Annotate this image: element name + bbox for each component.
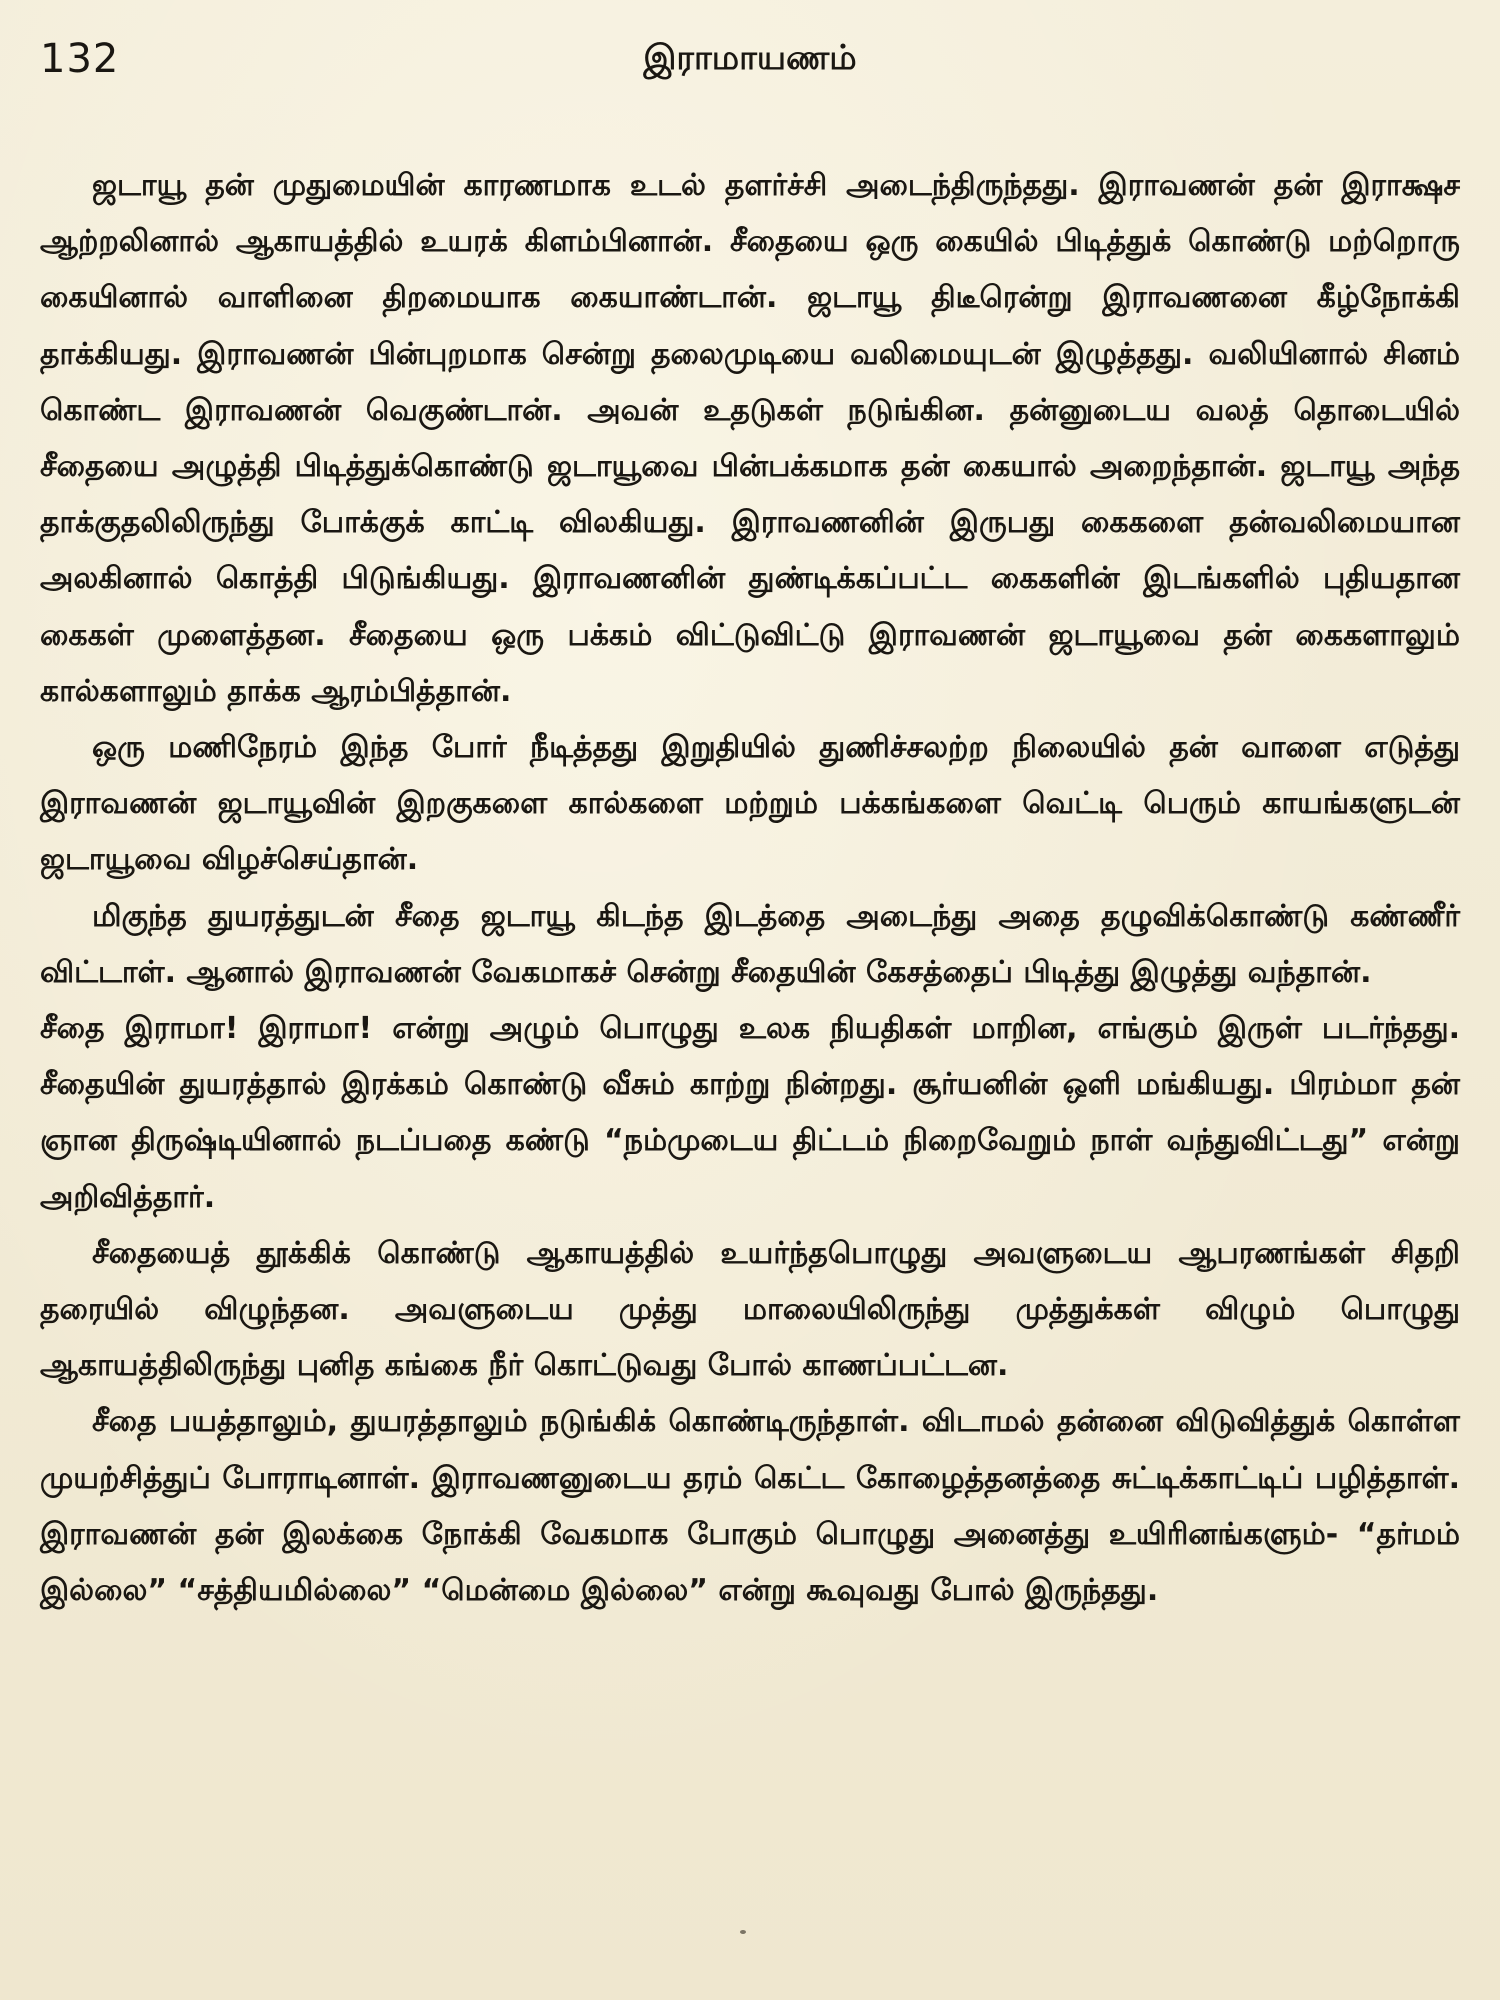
paper-speck	[740, 1930, 746, 1934]
paragraph-2: ஒரு மணிநேரம் இந்த போர் நீடித்தது இறுதியில் துணிச்சலற்ற நிலையில் தன் வாளை எடுத்து இராவணன் ஜடாயூவின் இறகுகளை கால்களை மற்றும் பக்கங்களை வெட்டி பெரும் காயங்களுடன் ஜடாயூவை விழச்செய்தான்.	[40, 730, 1460, 878]
paragraph-4: சீதை இராமா! இராமா! என்று அழும் பொழுது உலக நியதிகள் மாறின, எங்கும் இருள் படர்ந்தது. சீதையின் துயரத்தால் இரக்கம் கொண்டு வீசும் காற்று நின்றது. சூர்யனின் ஒளி மங்கியது. பிரம்மா தன் ஞான திருஷ்டியினால் நடப்பதை கண்டு “நம்முடைய திட்டம் நிறைவேறும் நாள் வந்துவிட்டது” என்று அறிவித்தார்.	[40, 1011, 1460, 1215]
page-number: 132	[40, 36, 120, 82]
paragraph-3: மிகுந்த துயரத்துடன் சீதை ஜடாயூ கிடந்த இடத்தை அடைந்து அதை தழுவிக்கொண்டு கண்ணீர் விட்டாள். ஆனால் இராவணன் வேகமாகச் சென்று சீதையின் கேசத்தைப் பிடித்து இழுத்து வந்தான்.	[40, 898, 1460, 990]
body-text	[40, 158, 1460, 1619]
paragraph-5: சீதையைத் தூக்கிக் கொண்டு ஆகாயத்தில் உயர்ந்தபொழுது அவளுடைய ஆபரணங்கள் சிதறி தரையில் விழுந்தன. அவளுடைய முத்து மாலையிலிருந்து முத்துக்கள் விழும் பொழுது ஆகாயத்திலிருந்து புனித கங்கை நீர் கொட்டுவது போல் காணப்பட்டன.	[40, 1235, 1460, 1384]
running-title: இராமாயணம்	[643, 38, 857, 78]
page-header	[40, 36, 1460, 96]
paragraph-1: ஜடாயூ தன் முதுமையின் காரணமாக உடல் தளர்ச்சி அடைந்திருந்தது. இராவணன் தன் இராக்ஷச ஆற்றலினால் ஆகாயத்தில் உயரக் கிளம்பினான். சீதையை ஒரு கையில் பிடித்துக் கொண்டு மற்றொரு கையினால் வாளினை திறமையாக கையாண்டான். ஜடாயூ திடீரென்று இராவணனை கீழ்நோக்கி தாக்கியது. இராவணன் பின்புறமாக சென்று தலைமுடியை வலிமையுடன் இழுத்தது. வலியினால் சினம் கொண்ட இராவணன் வெகுண்டான். அவன் உதடுகள் நடுங்கின. தன்னுடைய வலத் தொடையில் சீதையை அழுத்தி பிடித்துக்கொண்டு ஜடாயூவை பின்பக்கமாக தன் கையால் அறைந்தான். ஜடாயூ அந்த தாக்குதலிலிருந்து போக்குக் காட்டி விலகியது. இராவணனின் இருபது கைகளை தன்வலிமையான அலகினால் கொத்தி பிடுங்கியது. இராவணனின் துண்டிக்கப்பட்ட கைகளின் இடங்களில் புதியதான கைகள் முளைத்தன. சீதையை ஒரு பக்கம் விட்டுவிட்டு இராவணன் ஜடாயூவை தன் கைகளாலும் கால்களாலும் தாக்க ஆரம்பித்தான்.	[40, 168, 1460, 709]
paragraph-6: சீதை பயத்தாலும், துயரத்தாலும் நடுங்கிக் கொண்டிருந்தாள். விடாமல் தன்னை விடுவித்துக் கொள்ள முயற்சித்துப் போராடினாள். இராவணனுடைய தரம் கெட்ட கோழைத்தனத்தை சுட்டிக்காட்டிப் பழித்தாள். இராவணன் தன் இலக்கை நோக்கி வேகமாக போகும் பொழுது அனைத்து உயிரினங்களும்- “தர்மம் இல்லை” “சத்தியமில்லை” “மென்மை இல்லை” என்று கூவுவது போல் இருந்தது.	[40, 1404, 1460, 1609]
